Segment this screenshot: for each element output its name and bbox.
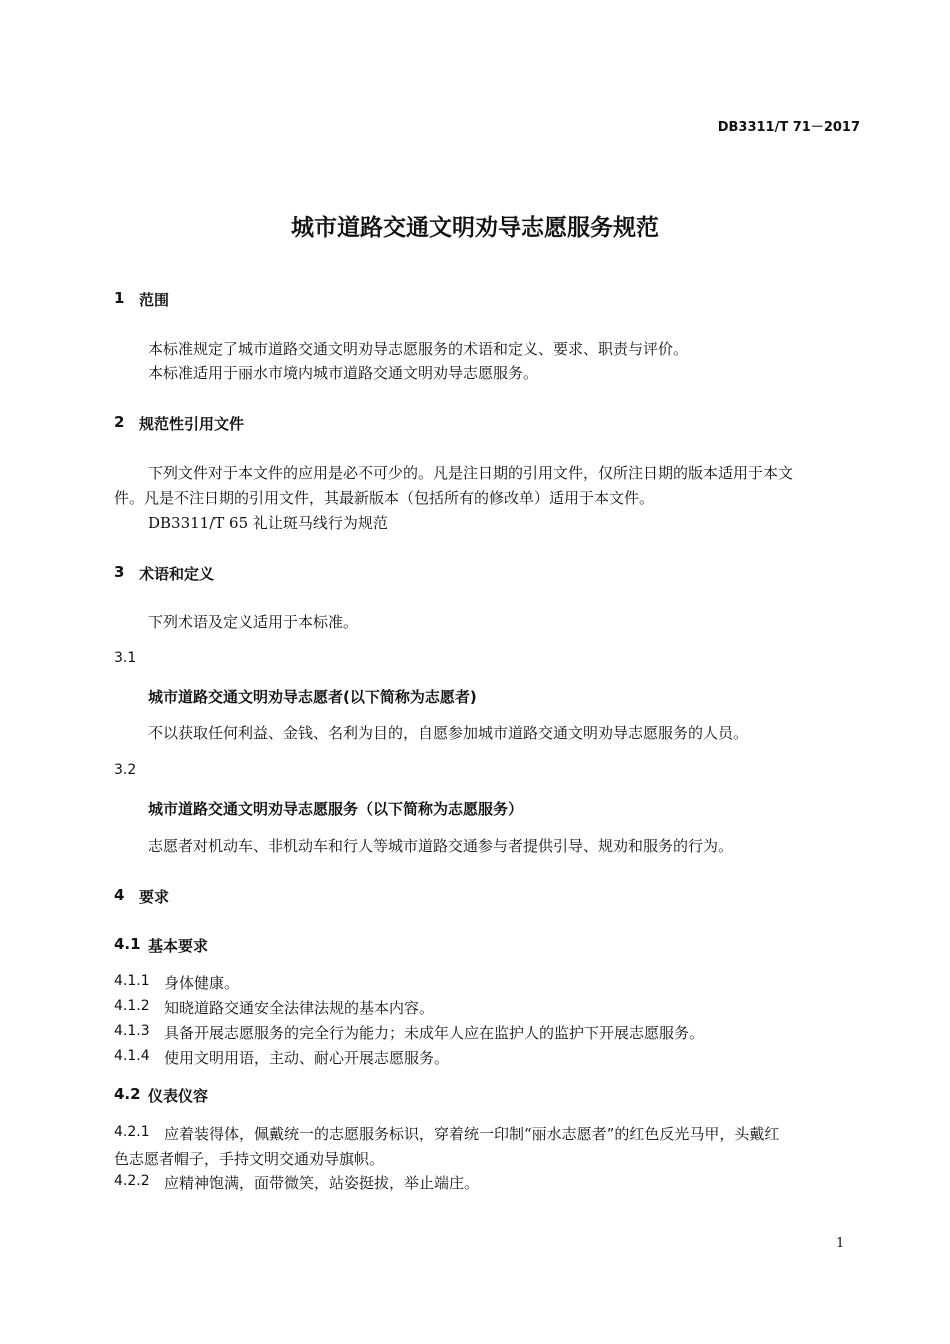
clause-number: 4.1.1 xyxy=(114,973,150,989)
section-3-heading: 术语和定义 xyxy=(139,565,215,583)
clause-text: 身体健康。 xyxy=(164,974,240,992)
clause-number: 4.1.2 xyxy=(114,998,150,1014)
clause-number: 4.2.1 xyxy=(114,1124,150,1140)
clause-text: 具备开展志愿服务的完全行为能力；未成年人应在监护人的监护下开展志愿服务。 xyxy=(164,1024,705,1042)
term-3-2-definition: 志愿者对机动车、非机动车和行人等城市道路交通参与者提供引导、规劝和服务的行为。 xyxy=(148,837,734,855)
standard-code: DB3311/T 71－2017 xyxy=(717,120,860,135)
clause-text: 知晓道路交通安全法律法规的基本内容。 xyxy=(164,999,435,1017)
clause-text: 使用文明用语，主动、耐心开展志愿服务。 xyxy=(164,1049,450,1067)
clause-text: 应精神饱满，面带微笑，站姿挺拔，举止端庄。 xyxy=(164,1174,480,1192)
section-3-number: 3 xyxy=(114,563,125,581)
term-3-2-name: 城市道路交通文明劝导志愿服务（以下简称为志愿服务） xyxy=(148,800,524,818)
normative-reference: DB3311/T 65 礼让斑马线行为规范 xyxy=(148,514,388,532)
section-2-heading: 规范性引用文件 xyxy=(139,415,245,433)
section-2-paragraph-line-1: 下列文件对于本文件的应用是必不可少的。凡是注日期的引用文件，仅所注日期的版本适用于本文 xyxy=(148,464,794,482)
subsection-4-1-number: 4.1 xyxy=(114,935,141,953)
page-number: 1 xyxy=(836,1236,845,1251)
section-1-number: 1 xyxy=(114,289,125,307)
section-3-intro: 下列术语及定义适用于本标准。 xyxy=(148,613,359,631)
clause-number: 4.2.2 xyxy=(114,1173,150,1189)
term-3-1-definition: 不以获取任何利益、金钱、名利为目的，自愿参加城市道路交通文明劝导志愿服务的人员。 xyxy=(148,724,749,742)
section-4-heading: 要求 xyxy=(139,888,170,906)
subsection-4-2-heading: 仪表仪容 xyxy=(148,1087,209,1105)
section-2-paragraph-line-2: 件。凡是不注日期的引用文件，其最新版本（包括所有的修改单）适用于本文件。 xyxy=(114,489,655,507)
subsection-4-1-heading: 基本要求 xyxy=(148,937,209,955)
section-1-paragraph-1: 本标准规定了城市道路交通文明劝导志愿服务的术语和定义、要求、职责与评价。 xyxy=(148,340,689,358)
term-3-1-name: 城市道路交通文明劝导志愿者(以下简称为志愿者) xyxy=(148,688,477,706)
clause-number: 4.1.4 xyxy=(114,1048,150,1064)
section-4-number: 4 xyxy=(114,886,125,904)
clause-number: 4.1.3 xyxy=(114,1023,150,1039)
document-title: 城市道路交通文明劝导志愿服务规范 xyxy=(291,215,659,241)
clause-text-line-1: 应着装得体，佩戴统一的志愿服务标识，穿着统一印制“丽水志愿者”的红色反光马甲，头戴红 xyxy=(164,1125,780,1143)
term-3-2-number: 3.2 xyxy=(114,762,137,778)
term-3-1-number: 3.1 xyxy=(114,650,137,666)
section-2-number: 2 xyxy=(114,413,125,431)
clause-text-line-2: 色志愿者帽子，手持文明交通劝导旗帜。 xyxy=(114,1150,385,1168)
subsection-4-2-number: 4.2 xyxy=(114,1085,141,1103)
section-1-paragraph-2: 本标准适用于丽水市境内城市道路交通文明劝导志愿服务。 xyxy=(148,364,539,382)
section-1-heading: 范围 xyxy=(139,291,170,309)
